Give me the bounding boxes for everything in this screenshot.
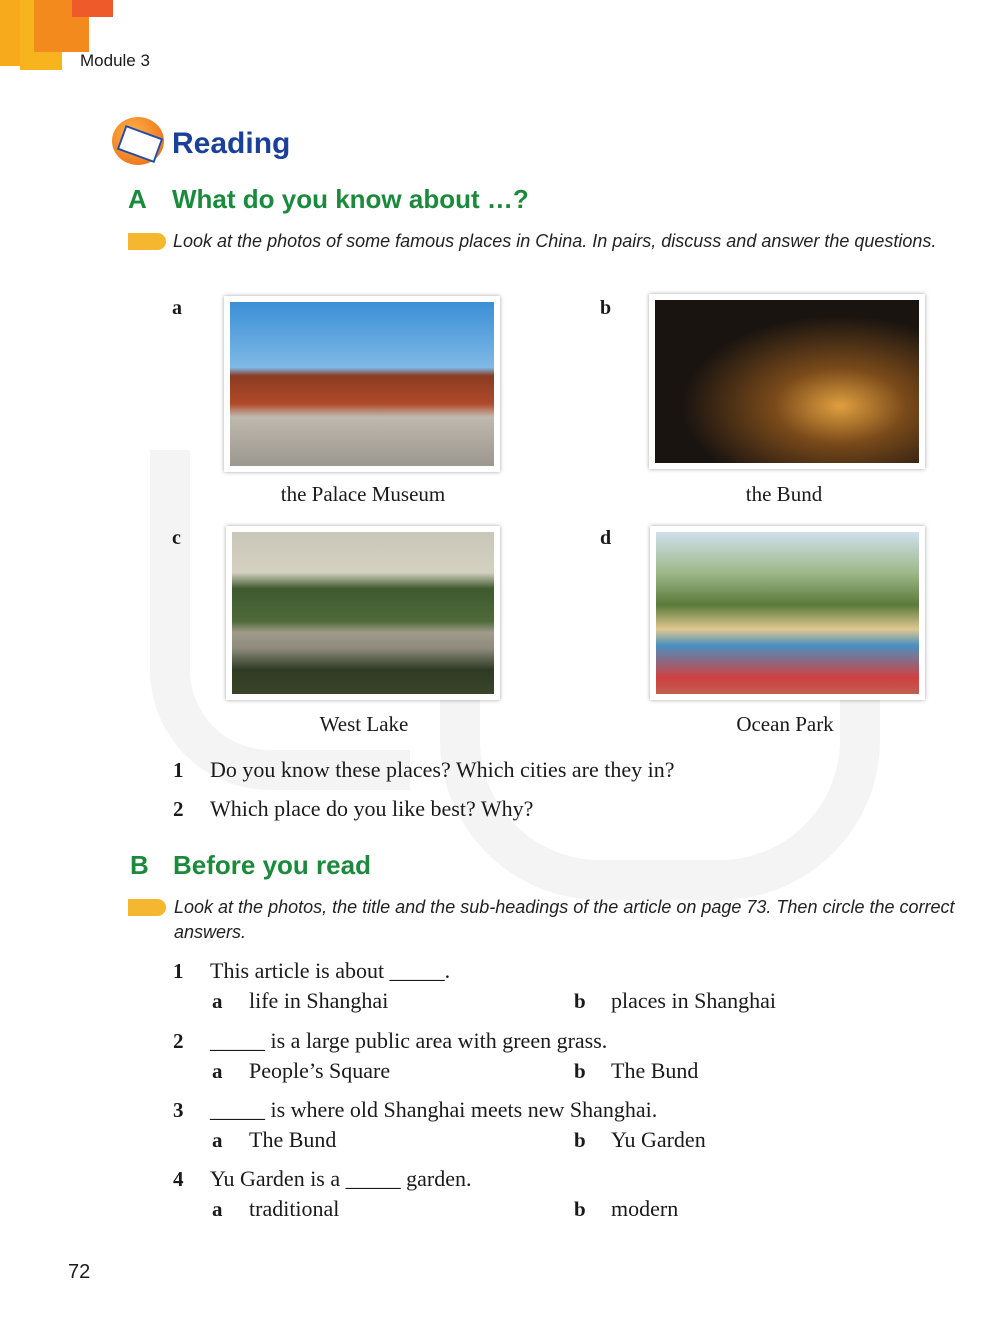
page-number: 72 [68,1261,91,1283]
option-b[interactable]: The Bund [611,1058,699,1083]
option-letter-a: a [212,989,223,1013]
question-text: Which place do you like best? Why? [210,796,534,821]
photo-caption: the Bund [745,482,823,506]
instruction-marker [128,899,166,916]
photo-label: d [600,527,612,549]
part-a-title: What do you know about …? [172,184,529,214]
question-number: 1 [173,758,184,782]
photo-label: b [600,297,612,319]
question-number: 2 [173,797,184,821]
option-letter-a: a [212,1197,223,1221]
item-question: _____ is where old Shanghai meets new Shanghai. [210,1097,658,1122]
question-text: Do you know these places? Which cities are they in? [210,757,675,782]
photo-caption: the Palace Museum [280,482,446,506]
option-letter-b: b [574,1059,586,1083]
photo-label: c [172,527,181,549]
item-question: _____ is a large public area with green grass. [210,1028,608,1053]
photo-caption: West Lake [319,712,409,736]
option-letter-b: b [574,1197,586,1221]
photo-caption: Ocean Park [736,712,834,736]
module-label: Module 3 [80,51,150,70]
instruction-marker [128,233,166,250]
option-a[interactable]: The Bund [249,1127,337,1152]
item-number: 4 [173,1167,184,1191]
option-a[interactable]: traditional [249,1196,340,1221]
decor-block [72,0,113,17]
book-icon [112,117,164,165]
photo-ocean-park [650,526,925,700]
part-a-instruction: Look at the photos of some famous places in China. In pairs, discuss and answer the questions. [173,231,937,251]
option-a[interactable]: People’s Square [249,1058,391,1083]
option-letter-b: b [574,1128,586,1152]
item-number: 3 [173,1098,184,1122]
option-b[interactable]: Yu Garden [611,1127,706,1152]
photo-the-bund [649,294,925,469]
option-letter-a: a [212,1059,223,1083]
part-a-letter: A [128,184,147,214]
item-question: This article is about _____. [210,958,451,983]
part-b-title: Before you read [173,850,371,880]
option-b[interactable]: places in Shanghai [611,988,776,1013]
item-question: Yu Garden is a _____ garden. [210,1166,472,1191]
option-b[interactable]: modern [611,1196,679,1221]
section-title: Reading [172,127,291,160]
option-letter-b: b [574,989,586,1013]
part-b-letter: B [130,850,149,880]
photo-palace-museum [224,296,500,472]
photo-label: a [172,297,182,319]
photo-west-lake [226,526,500,700]
item-number: 1 [173,959,184,983]
option-a[interactable]: life in Shanghai [249,988,389,1013]
part-b-instruction: Look at the photos, the title and the sub-headings of the article on page 73. Then circle the correct answers. [174,897,955,942]
option-letter-a: a [212,1128,223,1152]
item-number: 2 [173,1029,184,1053]
